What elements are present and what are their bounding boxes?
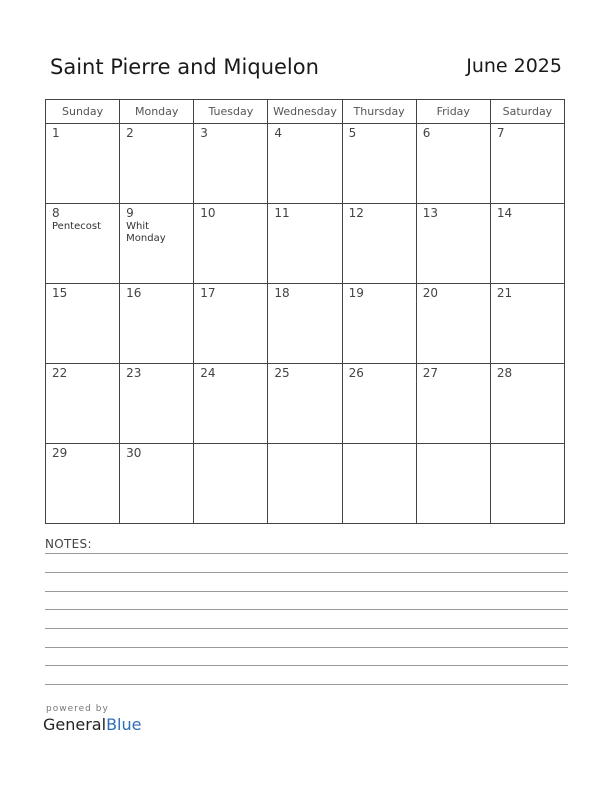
calendar-day-cell[interactable] — [416, 364, 490, 444]
calendar-day-cell[interactable] — [194, 204, 268, 284]
day-number: 12 — [348, 206, 364, 220]
month-year-title: June 2025 — [466, 55, 562, 77]
calendar-week-row — [46, 124, 565, 204]
day-number: 24 — [200, 366, 216, 380]
day-number: 15 — [52, 286, 68, 300]
day-number: 23 — [126, 366, 142, 380]
calendar-day-cell[interactable] — [342, 444, 416, 524]
calendar-day-cell[interactable] — [46, 204, 120, 284]
notes-line — [45, 609, 568, 610]
weekday-header: Sunday — [46, 100, 120, 124]
calendar-day-cell[interactable] — [194, 444, 268, 524]
day-number: 26 — [348, 366, 364, 380]
calendar-day-cell[interactable] — [342, 124, 416, 204]
calendar-day-cell[interactable] — [46, 124, 120, 204]
weekday-header: Thursday — [342, 100, 416, 124]
calendar-day-cell[interactable] — [120, 284, 194, 364]
day-number: 28 — [496, 366, 513, 380]
calendar-day-cell[interactable] — [342, 364, 416, 444]
day-number: 27 — [422, 366, 438, 380]
day-number: 11 — [274, 206, 290, 220]
day-number: 6 — [422, 126, 431, 140]
day-number: 14 — [496, 206, 513, 220]
weekday-header: Wednesday — [268, 100, 342, 124]
weekday-header: Tuesday — [194, 100, 268, 124]
calendar-week-row — [46, 204, 565, 284]
calendar-day-cell[interactable] — [268, 364, 342, 444]
calendar-day-cell[interactable] — [120, 124, 194, 204]
notes-line — [45, 572, 568, 573]
calendar-day-cell[interactable] — [120, 444, 194, 524]
country-title: Saint Pierre and Miquelon — [50, 55, 319, 79]
calendar-day-cell[interactable] — [46, 284, 120, 364]
day-number: 21 — [496, 286, 513, 300]
calendar-day-cell[interactable] — [268, 124, 342, 204]
calendar-day-cell[interactable] — [490, 284, 564, 364]
weekday-header: Saturday — [490, 100, 564, 124]
calendar-day-cell[interactable] — [416, 284, 490, 364]
day-number: 10 — [200, 206, 216, 220]
calendar-week-row — [46, 364, 565, 444]
day-number: 16 — [126, 286, 142, 300]
notes-line — [45, 591, 568, 592]
weekday-header: Friday — [416, 100, 490, 124]
day-number: 29 — [52, 446, 68, 460]
weekday-header-row — [46, 100, 565, 124]
notes-line — [45, 647, 568, 648]
calendar-day-cell[interactable] — [46, 364, 120, 444]
holiday-label: Pentecost — [52, 221, 101, 232]
calendar-day-cell[interactable] — [194, 364, 268, 444]
calendar-day-cell[interactable] — [490, 124, 564, 204]
calendar-day-cell[interactable] — [416, 204, 490, 284]
notes-section — [45, 537, 568, 551]
calendar-day-cell[interactable] — [342, 284, 416, 364]
calendar-day-cell[interactable] — [120, 204, 194, 284]
day-number: 22 — [52, 366, 68, 380]
brand-wordmark — [43, 715, 141, 734]
calendar-day-cell[interactable] — [268, 444, 342, 524]
calendar-week-row — [46, 444, 565, 524]
powered-by-text: powered by — [46, 704, 109, 714]
calendar-day-cell[interactable] — [46, 444, 120, 524]
day-number: 9 — [126, 206, 134, 220]
brand-blue: Blue — [106, 715, 142, 734]
notes-line — [45, 553, 568, 554]
calendar-day-cell[interactable] — [490, 364, 564, 444]
day-number: 30 — [126, 446, 142, 460]
calendar-day-cell[interactable] — [194, 124, 268, 204]
day-number: 8 — [52, 206, 60, 220]
day-number: 13 — [422, 206, 438, 220]
calendar-day-cell[interactable] — [268, 284, 342, 364]
day-number: 3 — [200, 126, 208, 140]
notes-line — [45, 684, 568, 685]
notes-title: NOTES: — [45, 537, 92, 551]
day-number: 2 — [126, 126, 134, 140]
weekday-header: Monday — [120, 100, 194, 124]
notes-line — [45, 665, 568, 666]
calendar-day-cell[interactable] — [268, 204, 342, 284]
day-number: 17 — [200, 286, 216, 300]
calendar-day-cell[interactable] — [342, 204, 416, 284]
day-number: 18 — [274, 286, 290, 300]
notes-line — [45, 628, 568, 629]
calendar-day-cell[interactable] — [194, 284, 268, 364]
calendar-week-row — [46, 284, 565, 364]
day-number: 20 — [422, 286, 438, 300]
day-number: 19 — [348, 286, 364, 300]
day-number: 5 — [348, 126, 357, 140]
day-number: 7 — [496, 126, 505, 140]
month-calendar-grid — [45, 99, 565, 524]
calendar-day-cell[interactable] — [490, 204, 564, 284]
day-number: 1 — [52, 126, 60, 140]
calendar-day-cell[interactable] — [120, 364, 194, 444]
day-number: 4 — [274, 126, 283, 140]
calendar-day-cell[interactable] — [416, 124, 490, 204]
calendar-day-cell[interactable] — [416, 444, 490, 524]
generalblue-logo[interactable] — [43, 704, 141, 734]
brand-general: General — [43, 715, 107, 734]
day-number: 25 — [274, 366, 290, 380]
calendar-header — [50, 55, 562, 85]
calendar-day-cell[interactable] — [490, 444, 564, 524]
holiday-label: Whit Monday — [126, 221, 166, 244]
